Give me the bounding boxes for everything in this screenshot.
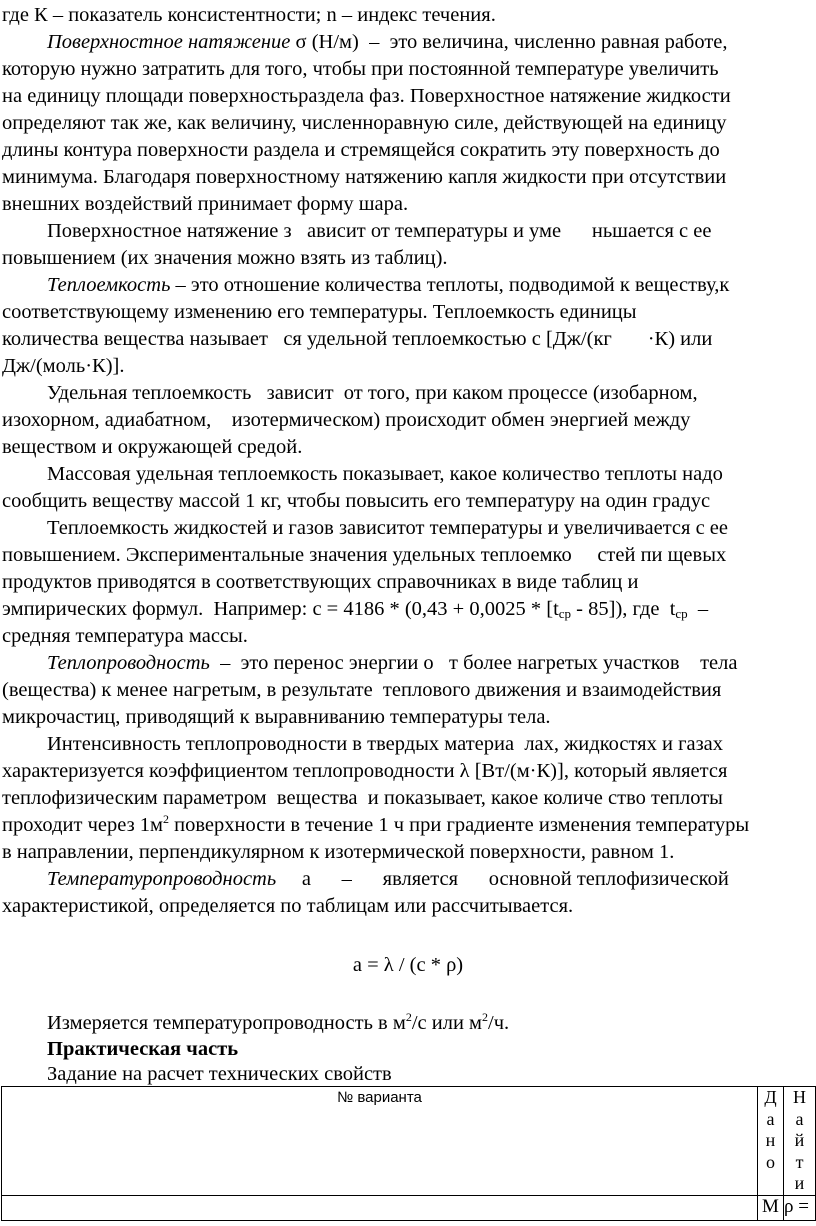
paragraph-specific-heat: Удельная теплоемкость зависит от того, при каком процессе (изобарном, xyxy=(47,382,698,404)
text-line: Дж/(моль·К)]. xyxy=(2,355,125,377)
text-line: изохорном, адиабатном, изотермическом) происходит обмен энергией между xyxy=(2,409,691,431)
practical-subheading: Задание на расчет технических свойств xyxy=(47,1063,392,1085)
paragraph-heat-capacity-liquids: Теплоемкость жидкостей и газов зависитот температуры и увеличивается с ее xyxy=(47,517,729,539)
term-heat-capacity: Теплоемкость xyxy=(47,274,171,296)
table-row xyxy=(2,1196,816,1221)
paragraph-diffusivity-units: Измеряется температуропроводность в $м^2/с$ или $м^2/ч$. xyxy=(47,1010,510,1034)
text-line: (вещества) к менее нагретым, в результате теплового движения и взаимодействия xyxy=(2,679,722,701)
text-line: характеристикой, определяется по таблицам или рассчитывается. xyxy=(2,895,574,917)
text-line: соответствующему изменению его температуры. Теплоемкость единицы xyxy=(2,301,637,323)
task-table xyxy=(1,1086,816,1221)
text-line: которую нужно затратить для того, чтобы при постоянной температуре увеличить xyxy=(2,58,719,80)
paragraph-thermal-diffusivity: Температуропроводность а – является основной теплофизической xyxy=(47,868,729,890)
paragraph-thermal-conductivity: Теплопроводность – это перенос энергии о т более нагретых участков тела xyxy=(47,652,738,674)
table-cell: ρ = xyxy=(784,1196,816,1221)
text-line: длины контура поверхности раздела и стремящейся сократить эту поверхность до xyxy=(2,139,720,161)
given-header-cell: Д а н о xyxy=(758,1087,784,1196)
paragraph-consistency-definition: где К – показатель консистентности; n – индекс течения. xyxy=(2,4,496,26)
variant-header-cell: № варианта xyxy=(2,1087,758,1196)
text-line: сообщить веществу массой 1 кг, чтобы повысить его температуру на один градус xyxy=(2,490,711,512)
text-line: характеризуется коэффициентом теплопроводности λ [Вт/(м·К)], который является xyxy=(2,760,728,782)
paragraph-surface-tension-temperature: Поверхностное натяжение з ависит от температуры и уме ньшается с ее xyxy=(47,220,712,242)
text-line: теплофизическим параметром вещества и показывает, какое количе ство теплоты xyxy=(2,787,723,809)
paragraph-conductivity-intensity: Интенсивность теплопроводности в твердых материа лах, жидкостях и газах xyxy=(47,733,724,755)
text-line: веществом и окружающей средой. xyxy=(2,436,303,458)
heat-capacity-formula-line: эмпирических формул. Например: $с = 4186 * (0,43 + 0,0025 * [t_{ср} - 85])$, где $t_{ср}$ – xyxy=(2,598,709,621)
paragraph-surface-tension: Поверхностное натяжение σ (Н/м) – это величина, численно равная работе, xyxy=(47,31,728,53)
table-row xyxy=(2,1087,816,1196)
text-line: определяют так же, как величину, численноравную силе, действующей на единицу xyxy=(2,112,727,134)
text-line: микрочастиц, приводящий к выравниванию температуры тела. xyxy=(2,706,551,728)
diffusivity-formula: а = λ / (с * ρ) xyxy=(352,954,464,976)
text-line: количества вещества называет ся удельной теплоемкостью с [Дж/(кг ·К) или xyxy=(2,328,713,350)
text-line: повышением (их значения можно взять из таблиц). xyxy=(2,247,448,269)
paragraph-mass-specific-heat: Массовая удельная теплоемкость показывает, какое количество теплоты надо xyxy=(47,463,723,485)
find-header-cell: Н а й т и xyxy=(784,1087,816,1196)
term-surface-tension: Поверхностное натяжение xyxy=(47,31,291,53)
text-line: проходит через $1м^2$ поверхности в течение 1 ч при градиенте изменения температуры xyxy=(2,812,750,836)
table-cell xyxy=(2,1196,758,1221)
text-line: внешних воздействий принимает форму шара. xyxy=(2,193,409,215)
term-thermal-diffusivity: Температуропроводность xyxy=(47,868,277,890)
practical-heading: Практическая часть xyxy=(47,1038,239,1060)
text-line: в направлении, перпендикулярном к изотермической поверхности, равном 1. xyxy=(2,841,675,863)
table-cell: М xyxy=(758,1196,784,1221)
text-line: на единицу площади поверхностьраздела фаз. Поверхностное натяжение жидкости xyxy=(2,85,731,107)
text-line: продуктов приводятся в соответствующих справочниках в виде таблиц и xyxy=(2,571,639,593)
text-line: средняя температура массы. xyxy=(2,625,248,647)
text-line: повышением. Экспериментальные значения удельных теплоемко стей пи щевых xyxy=(2,544,727,566)
paragraph-heat-capacity: Теплоемкость – это отношение количества теплоты, подводимой к веществу,к xyxy=(47,274,730,296)
text-line: минимума. Благодаря поверхностному натяжению капля жидкости при отсутствии xyxy=(2,166,727,188)
term-thermal-conductivity: Теплопроводность xyxy=(47,652,210,674)
